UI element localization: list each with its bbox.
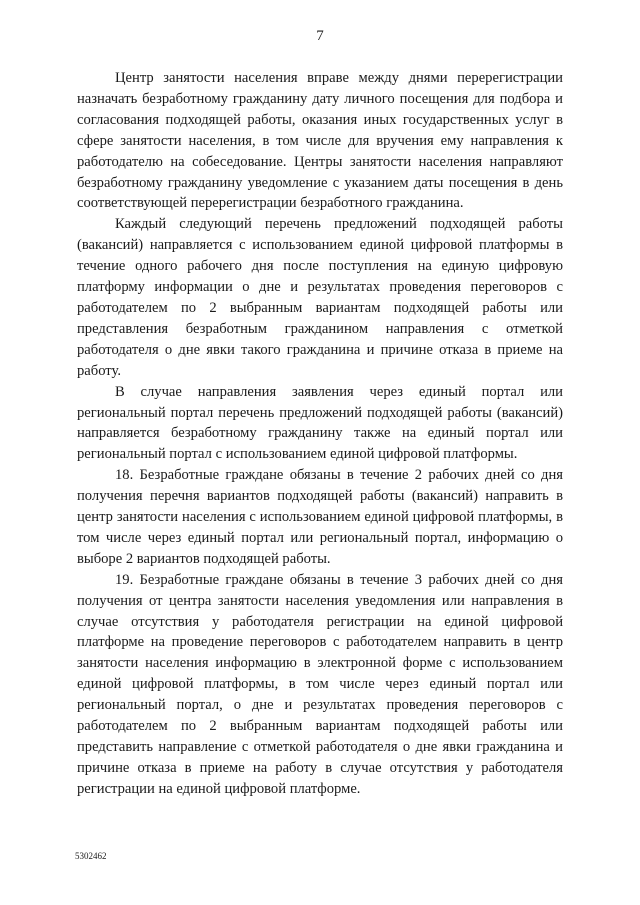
document-body: [77, 68, 563, 800]
paragraph-appointment: Центр занятости населения вправе между днями перерегистрации назначать безработному гражданину дату личного посещения для подбора и согласования подходящей работы, оказания иных государственных услуг в сфере занятости населения, в том числе для вручения ему направления к работодателю на собеседование. Центры занятости населения направляют безработному гражданину уведомление с указанием даты посещения в день соответствующей перерегистрации безработного гражданина.: [77, 70, 563, 212]
paragraph-next-list: Каждый следующий перечень предложений подходящей работы (вакансий) направляется с использованием единой цифровой платформы в течение одного рабочего дня после поступления на единую цифровую платформу информации о дне и результатах проведения переговоров с работодателем по 2 выбранным вариантам подходящей работы или представления безработным гражданином направления с отметкой работодателя о дне явки такого гражданина и причине отказа в приеме на работу.: [77, 216, 563, 379]
paragraph-clause-19: 19. Безработные граждане обязаны в течение 3 рабочих дней со дня получения от центра занятости населения уведомления или направления в случае отсутствия у работодателя регистрации на единой цифровой платформе на проведение переговоров с работодателем направить в центр занятости населения информацию в электронной форме с использованием единой цифровой платформы, в том числе через единый портал или региональный портал, о дне и результатах проведения переговоров с работодателем по 2 выбранным вариантам подходящей работы или представить направление с отметкой работодателя о дне явки гражданина и причине отказа в приеме на работу в случае отсутствия у работодателя регистрации на единой цифровой платформе.: [77, 571, 563, 797]
document-code: 5302462: [75, 851, 107, 861]
paragraph-clause-18: 18. Безработные граждане обязаны в течение 2 рабочих дней со дня получения перечня вариантов подходящей работы (вакансий) направить в центр занятости населения с использованием единой цифровой платформы, в том числе через единый портал или региональный портал, информацию о выборе 2 вариантов подходящей работы.: [77, 467, 563, 567]
page-number: 7: [316, 28, 324, 44]
paragraph-portal: В случае направления заявления через единый портал или региональный портал перечень предложений подходящей работы (вакансий) направляется безработному гражданину также на единый портал или региональный портал с использованием единой цифровой платформы.: [77, 383, 563, 463]
